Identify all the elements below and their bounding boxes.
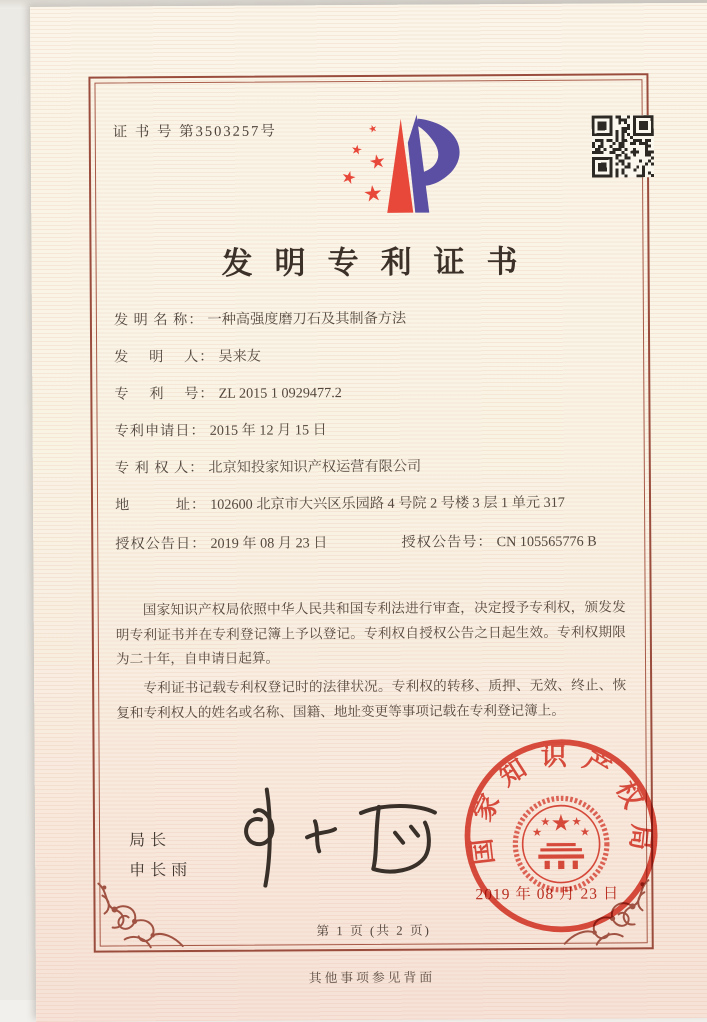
field-inventor [114,344,624,368]
field-label: 授权公告日： [115,535,207,553]
field-label: 地 址： [115,497,207,514]
field-value: 北京知投家知识产权运营有限公司 [208,458,422,477]
field-list [114,307,625,553]
qr-code [592,115,654,177]
field-label: 专 利 权 人： [114,460,205,477]
svg-text:★: ★ [540,816,551,829]
field-value: 吴来友 [218,348,262,365]
field-label: 授权公告号： [401,533,493,551]
field-value: 一种高强度磨刀石及其制备方法 [207,310,407,328]
field-address [115,493,625,517]
field-value: CN 105565776 B [496,533,597,550]
commissioner-title: 局长 [129,832,172,850]
field-invention-name [114,307,624,331]
legal-paragraph: 国家知识产权局依照中华人民共和国专利法进行审查，决定授予专利权，颁发发明专利证书并在专利登记簿上予以登记。专利权自授权公告之日起生效。专利权期限为二十年，自申请日起算。 [115,599,626,667]
field-label: 专利申请日： [114,423,206,440]
svg-text:★: ★ [531,826,543,839]
page-number: 第 1 页 (共 2 页) [316,923,431,939]
svg-text:★: ★ [579,826,591,839]
legal-paragraph: 专利证书记载专利权登记时的法律状况。专利权的转移、质押、无效、终止、恢复和专利权人的姓名或名称、国籍、地址变更等事项记载在专利登记簿上。 [116,677,627,721]
certificate-title: 发明专利证书 [221,243,540,281]
field-value: 102600 北京市大兴区乐园路 4 号院 2 号楼 3 层 1 单元 317 [210,495,565,514]
svg-text:★: ★ [550,810,572,836]
star-icon: ★ [367,122,380,137]
seal-date: 2019 年 08 月 23 日 [475,885,620,904]
seal-text: 国家知识产权局 [465,741,657,867]
field-value: ZL 2015 1 0929477.2 [218,385,342,403]
field-value: 2019 年 08 月 23 日 [210,534,328,552]
field-label: 发 明 名 称： [113,311,204,329]
star-icon: ★ [367,150,388,175]
star-icon: ★ [361,179,385,207]
commissioner-block [129,826,192,887]
grant-number [401,530,596,551]
certificate-frame [88,73,657,952]
svg-text:★: ★ [571,816,582,829]
cnipa-logo-icon [329,112,480,223]
star-icon: ★ [339,166,359,189]
star-icon: ★ [349,141,364,158]
svg-text:国家知识产权局 [465,741,656,866]
back-note: 其他事项参见背面 [308,970,436,986]
commissioner-name: 申长雨 [129,862,193,880]
official-seal-icon [456,731,665,940]
field-patent-number [114,382,624,406]
legal-text [116,595,627,730]
certificate-number: 证 书 号 第3503257号 [112,123,277,141]
certificate-paper [30,3,707,1022]
field-application-date [115,419,625,443]
signature-handwriting-icon [223,776,454,892]
field-grant-row [115,530,625,553]
field-label: 发 明 人： [114,348,215,366]
field-value: 2015 年 12 月 15 日 [209,422,327,440]
field-patentee [115,456,625,480]
field-label: 专 利 号： [114,386,215,403]
seal-emblem-stars [532,810,590,869]
grant-date [115,532,327,553]
